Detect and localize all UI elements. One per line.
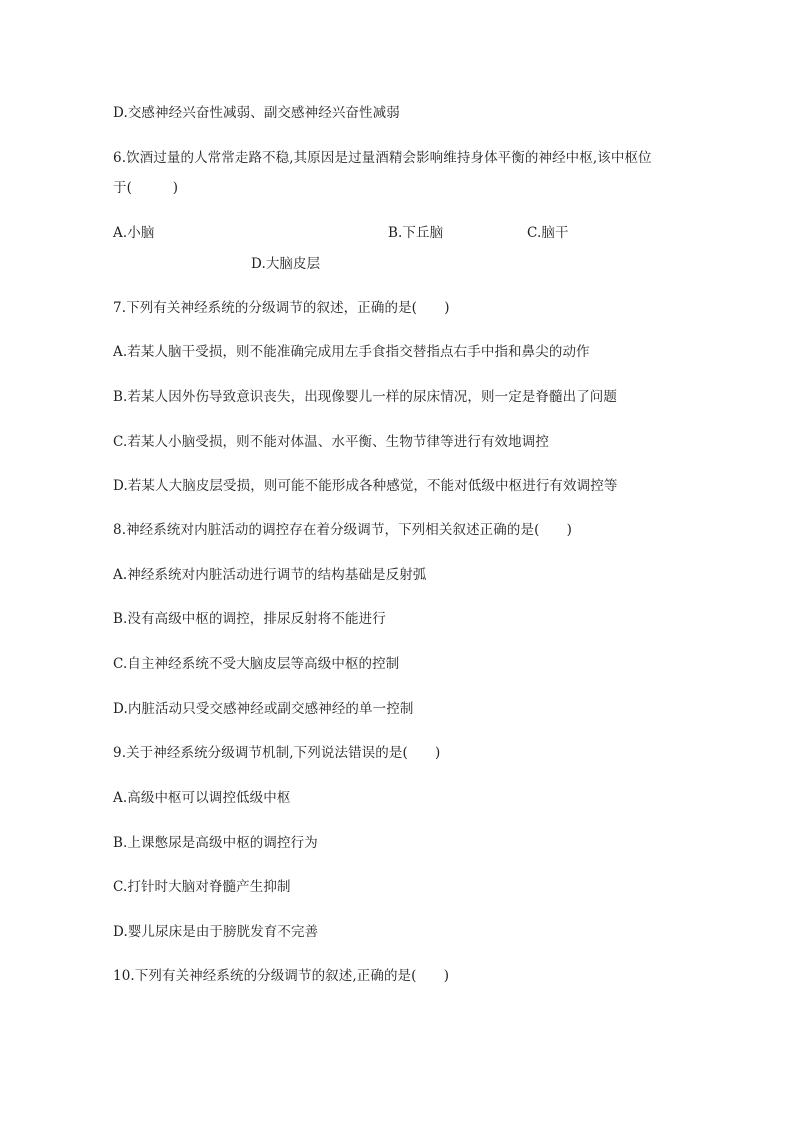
q6-option-d: D.大脑皮层 — [251, 256, 321, 272]
q7-option-c: C.若某人小脑受损，则不能对体温、水平衡、生物节律等进行有效地调控 — [113, 434, 549, 450]
q7-stem: 7.下列有关神经系统的分级调节的叙述，正确的是( ) — [113, 300, 450, 316]
q9-option-d: D.婴儿尿床是由于膀胱发育不完善 — [113, 924, 319, 940]
q9-option-c: C.打针时大脑对脊髓产生抑制 — [113, 879, 291, 895]
q9-option-b: B.上课憋尿是高级中枢的调控行为 — [113, 835, 318, 851]
q6-option-b: B.下丘脑 — [388, 225, 444, 241]
q8-option-c: C.自主神经系统不受大脑皮层等高级中枢的控制 — [113, 656, 400, 672]
q5-option-d: D.交感神经兴奋性减弱、副交感神经兴奋性减弱 — [113, 105, 400, 121]
q7-option-d: D.若某人大脑皮层受损，则可能不能形成各种感觉，不能对低级中枢进行有效调控等 — [113, 478, 618, 494]
q8-option-b: B.没有高级中枢的调控，排尿反射将不能进行 — [113, 611, 386, 627]
q6-option-a: A.小脑 — [113, 225, 155, 241]
q6-stem-line1: 6.饮酒过量的人常常走路不稳,其原因是过量酒精会影响维持身体平衡的神经中枢,该中枢位 — [113, 150, 652, 166]
q7-option-a: A.若某人脑干受损，则不能准确完成用左手食指交替指点右手中指和鼻尖的动作 — [113, 344, 590, 360]
q10-stem: 10.下列有关神经系统的分级调节的叙述,正确的是( ) — [113, 968, 450, 984]
q9-option-a: A.高级中枢可以调控低级中枢 — [113, 790, 291, 806]
q6-stem-line2: 于( ) — [113, 180, 179, 196]
q8-option-a: A.神经系统对内脏活动进行调节的结构基础是反射弧 — [113, 567, 427, 583]
q9-stem: 9.关于神经系统分级调节机制,下列说法错误的是( ) — [113, 745, 441, 761]
q8-stem: 8.神经系统对内脏活动的调控存在着分级调节，下列相关叙述正确的是( ) — [113, 522, 573, 538]
q8-option-d: D.内脏活动只受交感神经或副交感神经的单一控制 — [113, 701, 414, 717]
q7-option-b: B.若某人因外伤导致意识丧失，出现像婴儿一样的尿床情况，则一定是脊髓出了问题 — [113, 389, 618, 405]
q6-option-c: C.脑干 — [527, 225, 569, 241]
